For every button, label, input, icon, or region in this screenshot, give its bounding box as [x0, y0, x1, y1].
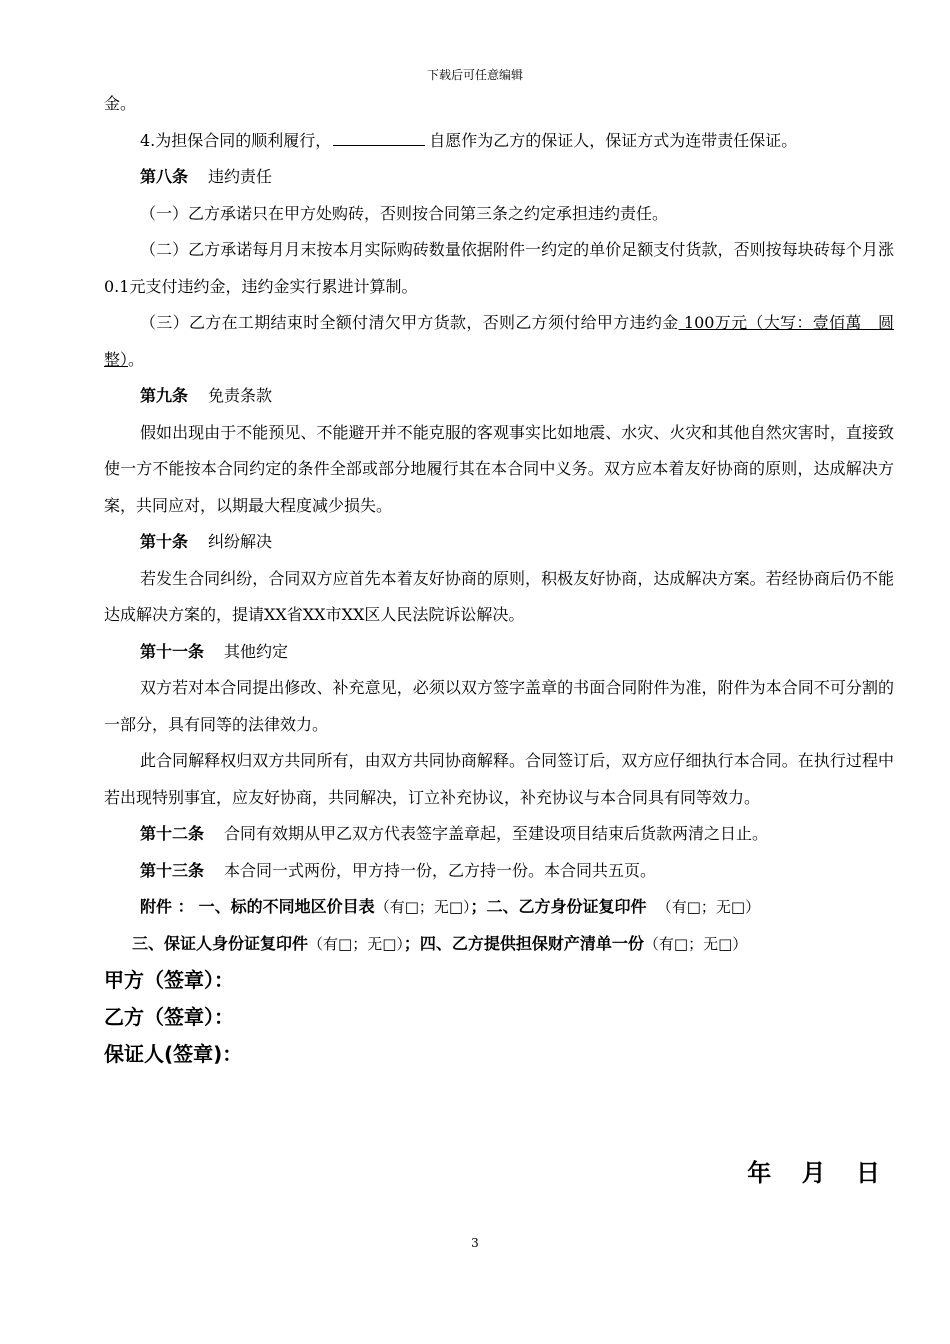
date-line: 年 月 日	[747, 1159, 880, 1187]
article-13-text: 本合同一式两份，甲方持一份，乙方持一份。本合同共五页。	[224, 860, 657, 880]
attachment-3: 三、保证人身份证复印件	[132, 933, 309, 953]
article-11-text-1: 双方若对本合同提出修改、补充意见，必须以双方签字盖章的书面合同附件为准，附件为本合同不可分割的一部分，具有同等的法律效力。	[104, 678, 894, 734]
attachment-1-option: （有□；无□）	[374, 898, 471, 916]
article-12	[104, 816, 894, 853]
article-10-number: 第十条	[140, 532, 189, 551]
article-8-item-3	[104, 305, 894, 378]
article-12-text: 合同有效期从甲乙双方代表签字盖章起，至建设项目结束后货款两清之日止。	[224, 824, 769, 843]
attachments-line-1	[104, 889, 894, 926]
guarantee-clause	[104, 123, 894, 160]
attachment-2: ；二、乙方身份证复印件	[470, 897, 647, 916]
article-13	[104, 853, 894, 890]
article-9-name: 免责条款	[208, 386, 273, 405]
attachment-3-option: （有□；无□）	[308, 934, 404, 953]
article-9-text: 假如出现由于不能预见、不能避开并不能克服的客观事实比如地震、水灾、火灾和其他自然灾害时，直接致使一方不能按本合同约定的条件全部或部分地履行其在本合同中义务。双方应本着友好协商的原则，达成解决方案，共同应对，以期最大程度减少损失。	[104, 422, 894, 515]
attachment-4-option: （有□；无□）	[643, 934, 748, 953]
guarantor-blank	[333, 131, 425, 146]
attachment-2-option: （有□；无□）	[656, 898, 761, 916]
article-8-item-1: （一）乙方承诺只在甲方处购砖，否则按合同第三条之约定承担违约责任。	[140, 203, 669, 223]
article-11-text-2: 此合同解释权归双方共同所有，由双方共同协商解释。合同签订后，双方应仔细执行本合同。在执行过程中若出现特别事宜，应友好协商，共同解决，订立补充协议，补充协议与本合同具有同等效力。	[104, 751, 894, 807]
attachment-1: 一、标的不同地区价目表	[198, 897, 375, 916]
article-8-name: 违约责任	[208, 167, 273, 186]
article-8-item-3-text: （三）乙方在工期结束时全额付清欠甲方货款，否则乙方须付给甲方违约金	[140, 313, 679, 332]
article-8-item-3-end: 。	[128, 349, 145, 369]
page-header: 下载后可任意编辑	[426, 68, 523, 82]
signature-party-b: 乙方（签章）：	[104, 1005, 234, 1029]
article-10-heading	[104, 524, 894, 561]
guarantee-text-b: 自愿作为乙方的保证人，保证方式为连带责任保证。	[429, 130, 798, 150]
document-body	[104, 86, 894, 1073]
signature-guarantor: 保证人(签章)：	[104, 1042, 243, 1066]
article-10-text: 若发生合同纠纷，合同双方应首先本着友好协商的原则，积极友好协商，达成解决方案。若经协商后仍不能达成解决方案的，提请XX省XX市XX区人民法院诉讼解决。	[104, 568, 894, 624]
article-9-number: 第九条	[140, 386, 189, 405]
signature-party-a: 甲方（签章）：	[104, 968, 234, 992]
article-12-number: 第十二条	[140, 824, 205, 843]
article-8-heading	[104, 159, 894, 196]
article-8-item-2: （二）乙方承诺每月月末按本月实际购砖数量依据附件一约定的单价足额支付货款，否则按每块砖每个月涨0.1元支付违约金，违约金实行累进计算制。	[104, 240, 894, 296]
attachments-label: 附件 ：	[140, 897, 194, 916]
attachment-4: ；四、乙方提供担保财产清单一份	[403, 933, 644, 953]
article-11-number: 第十一条	[140, 641, 205, 661]
attachments-line-2	[104, 926, 894, 963]
article-8-number: 第八条	[140, 167, 189, 186]
article-11-heading	[104, 634, 894, 671]
article-9-heading	[104, 378, 894, 415]
guarantee-text-a: 4.为担保合同的顺利履行，	[140, 130, 332, 150]
article-11-name: 其他约定	[224, 641, 289, 661]
paragraph-continuation: 金。	[104, 94, 137, 113]
page-number: 3	[471, 1236, 479, 1250]
article-13-number: 第十三条	[140, 860, 205, 880]
penalty-amount: 100万元（大写：壹佰萬 圆整）	[104, 313, 894, 369]
article-10-name: 纠纷解决	[208, 532, 273, 551]
